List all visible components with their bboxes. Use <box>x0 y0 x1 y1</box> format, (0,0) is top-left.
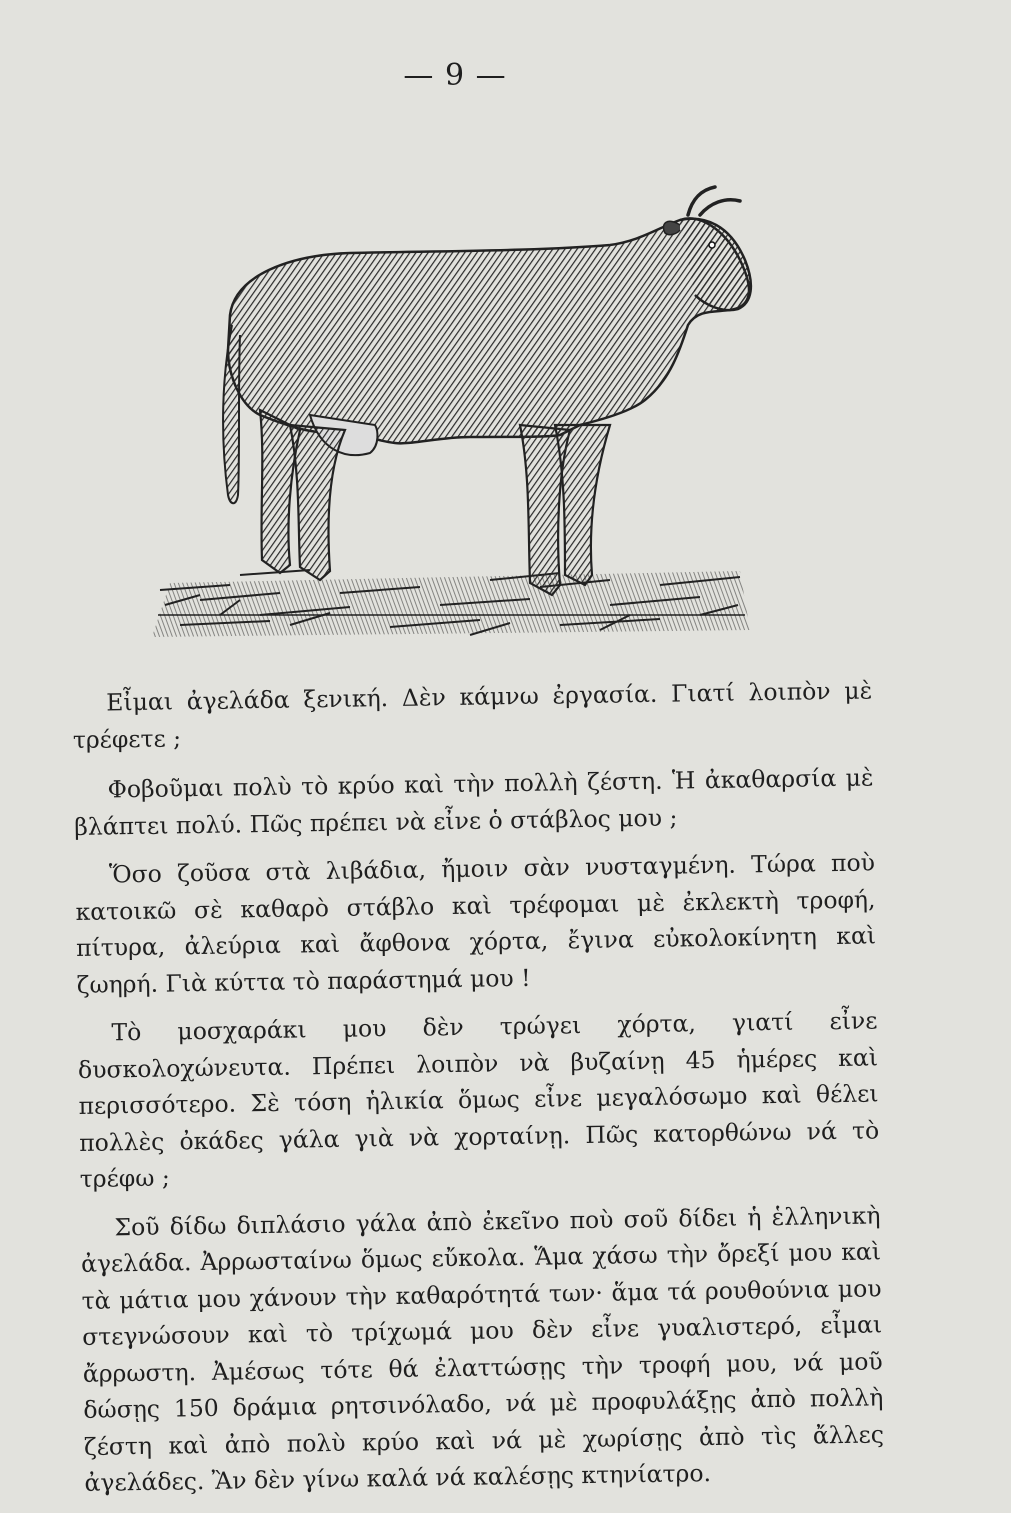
straw-ground <box>152 570 750 637</box>
cow-illustration <box>140 175 760 650</box>
cow-body <box>228 218 749 443</box>
paragraph-2: Φοβοῦμαι πολὺ τὸ κρύο καὶ τὴν πολλὴ ζέστη. Ἡ ἀκαθαρσία μὲ βλάπτει πολύ. Πῶς πρέπει νὰ εἶνε ὁ στάβλος μου ; <box>74 763 874 841</box>
paragraph-1: Εἶμαι ἀγελάδα ξενική. Δὲν κάμνω ἐργασία. Γιατί λοιπὸν μὲ τρέφετε ; <box>72 676 873 754</box>
cow-ear <box>663 221 680 234</box>
cow-eye <box>709 242 715 248</box>
cow-horns <box>688 187 740 215</box>
paragraph-4: Τὸ μοσχαράκι μου δὲν τρώγει χόρτα, γιατί εἶνε δυσκολοχώνευτα. Πρέπει λοιπὸν νὰ βυζαίνῃ 45 ἡμέρες καὶ περισσότερο. Σὲ τόση ἡλικία ὅμως εἶνε μεγαλόσωμο καὶ θέλει πολλὲς ὀκάδες γάλα γιὰ νὰ χορταίνῃ. Πῶς κατορθώνω νά τὸ τρέφω ; <box>77 1006 880 1193</box>
text-block <box>72 672 885 1513</box>
paragraph-5: Σοῦ δίδω διπλάσιο γάλα ἀπὸ ἐκεῖνο ποὺ σοῦ δίδει ἡ ἑλληνικὴ ἀγελάδα. Ἀρρωσταίνω ὅμως εὔκολα. Ἅμα χάσω τὴν ὄρεξί μου καὶ τὰ μάτια μου χάνουν τὴν καθαρότητά των· ἅμα τά ρουθούνια μου στεγνώσουν καὶ τὸ τρίχωμά μου δὲν εἶνε γυαλιστερό, εἶμαι ἄρρωστη. Ἀμέσως τότε θά ἐλαττώσῃς τὴν τροφή μου, νά μοῦ δώσῃς 150 δράμια ρητσινόλαδο, νά μὲ προφυλάξῃς ἀπὸ πολλὴ ζέστη καὶ ἀπὸ πολὺ κρύο καὶ νά μὲ χωρίσῃς ἀπὸ τὶς ἄλλες ἀγελάδες. Ἂν δὲν γίνω καλά νά καλέσῃς κτηνίατρο. <box>80 1200 885 1497</box>
cow-hind-leg-front <box>290 425 345 580</box>
cow-front-leg-front <box>555 425 610 585</box>
page-number: — 9 — <box>403 58 507 93</box>
paragraph-3: Ὅσο ζοῦσα στὰ λιβάδια, ἤμοιν σὰν νυσταγμένη. Τώρα ποὺ κατοικῶ σὲ καθαρὸ στάβλο καὶ τρέφομαι μὲ ἐκλεκτὴ τροφή, πίτυρα, ἀλεύρια καὶ ἄφθονα χόρτα, ἔγινα εὐκολοκίνητη καὶ ζωηρή. Γιὰ κύττα τὸ παράστημά μου ! <box>75 848 877 999</box>
cow-tail <box>223 325 240 503</box>
